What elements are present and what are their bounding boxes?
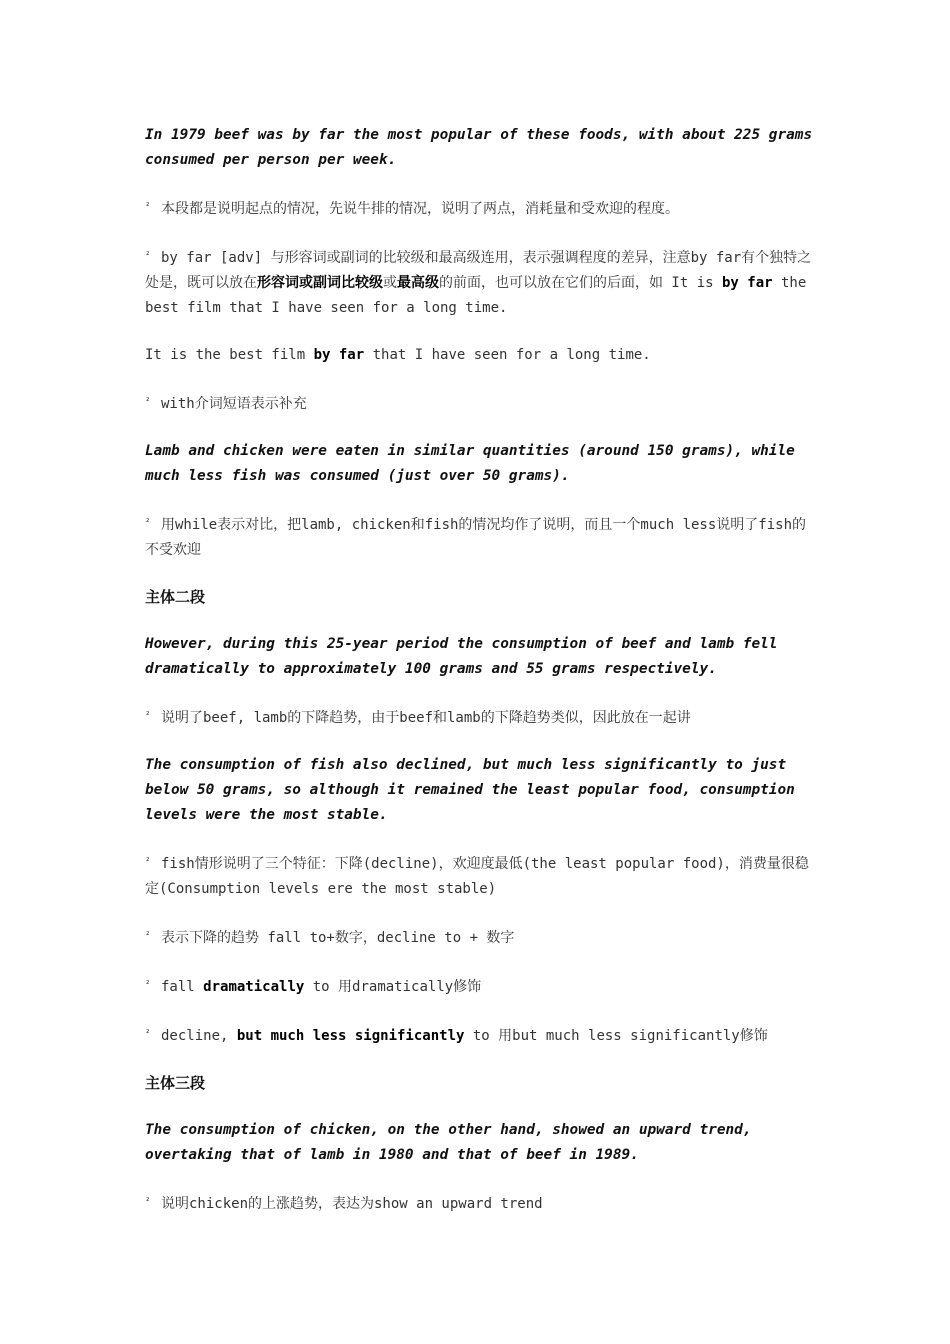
essay-sentence-beef: In 1979 beef was by far the most popular of these foods, with about 225 grams consumed per person per week. [145, 127, 813, 168]
note-decline-significantly [145, 1022, 815, 1049]
bullet-marker: ² [145, 711, 151, 721]
note-with-phrase [145, 390, 815, 417]
bullet-marker: ² [145, 1029, 151, 1039]
note-beef-lamb-decline [145, 704, 815, 731]
note-chicken-upward [145, 1190, 815, 1217]
essay-sentence-decline: However, during this 25-year period the consumption of beef and lamb fell dramatically to approximately 100 grams and 55 grams respectively. [145, 636, 778, 677]
bullet-marker: ² [145, 931, 151, 941]
note-text: 说明了beef, lamb的下降趋势，由于beef和lamb的下降趋势类似，因此放在一起讲 [161, 710, 691, 726]
note-text: It is the best film [145, 347, 314, 363]
bullet-marker: ² [145, 397, 151, 407]
note-text: 表示下降的趋势 fall to+数字，decline to + 数字 [161, 930, 515, 946]
essay-sentence-chicken: The consumption of chicken, on the other hand, showed an upward trend, overtaking that of lamb in 1980 and that of beef in 1989. [145, 1122, 752, 1163]
bullet-marker: ² [145, 251, 151, 261]
note-text: 的前面，也可以放在它们的后面，如 It is [439, 275, 722, 291]
note-text: fall [161, 979, 204, 995]
note-text: with介词短语表示补充 [161, 396, 307, 412]
note-text: 说明chicken的上涨趋势，表达为show an upward trend [161, 1196, 543, 1212]
bullet-marker: ² [145, 518, 151, 528]
note-fall-dramatically [145, 973, 815, 1000]
note-text: fish情形说明了三个特征：下降(decline)，欢迎度最低(the least popular food)，消费量很稳定(Consumption levels ere the most stable) [145, 856, 809, 897]
note-by-far [145, 244, 815, 321]
note-text: that I have seen for a long time. [364, 347, 651, 363]
note-text: decline, [161, 1028, 237, 1044]
note-emphasis: dramatically [203, 979, 305, 995]
bullet-marker: ² [145, 1197, 151, 1207]
note-while-contrast [145, 511, 815, 563]
note-emphasis: but much less significantly [236, 1028, 465, 1044]
note-text: to 用dramatically修饰 [304, 979, 482, 995]
note-by-far-example [145, 343, 815, 368]
note-emphasis: 形容词或副词比较级 [257, 275, 383, 291]
note-emphasis: by far [313, 347, 365, 363]
note-start-situation [145, 195, 815, 222]
note-text: 或 [383, 275, 397, 291]
note-emphasis: by far [722, 275, 773, 291]
essay-sentence-lamb-chicken: Lamb and chicken were eaten in similar quantities (around 150 grams), while much less fish was consumed (just over 50 grams). [145, 443, 795, 484]
note-fish-features [145, 850, 815, 902]
note-text: the best film that I have seen for a long time. [145, 275, 807, 316]
document-page [145, 123, 815, 1239]
note-text: 用while表示对比，把lamb, chicken和fish的情况均作了说明，而且一个much less说明了fish的不受欢迎 [145, 517, 807, 558]
bullet-marker: ² [145, 980, 151, 990]
note-fall-to [145, 924, 815, 951]
note-text: to 用but much less significantly修饰 [464, 1028, 768, 1044]
note-text: 本段都是说明起点的情况，先说牛排的情况，说明了两点，消耗量和受欢迎的程度。 [161, 201, 679, 217]
note-emphasis: 最高级 [397, 275, 439, 291]
bullet-marker: ² [145, 202, 151, 212]
section-heading-body-two: 主体二段 [145, 588, 206, 606]
bullet-marker: ² [145, 857, 151, 867]
note-text: by far [adv] 与形容词或副词的比较级和最高级连用，表示强调程度的差异，注意by far有个独特之处是，既可以放在 [145, 250, 812, 291]
section-heading-body-three: 主体三段 [145, 1074, 206, 1092]
essay-sentence-fish: The consumption of fish also declined, but much less significantly to just below 50 grams, so although it remained the least popular food, consumption levels were the most stable. [145, 757, 795, 823]
